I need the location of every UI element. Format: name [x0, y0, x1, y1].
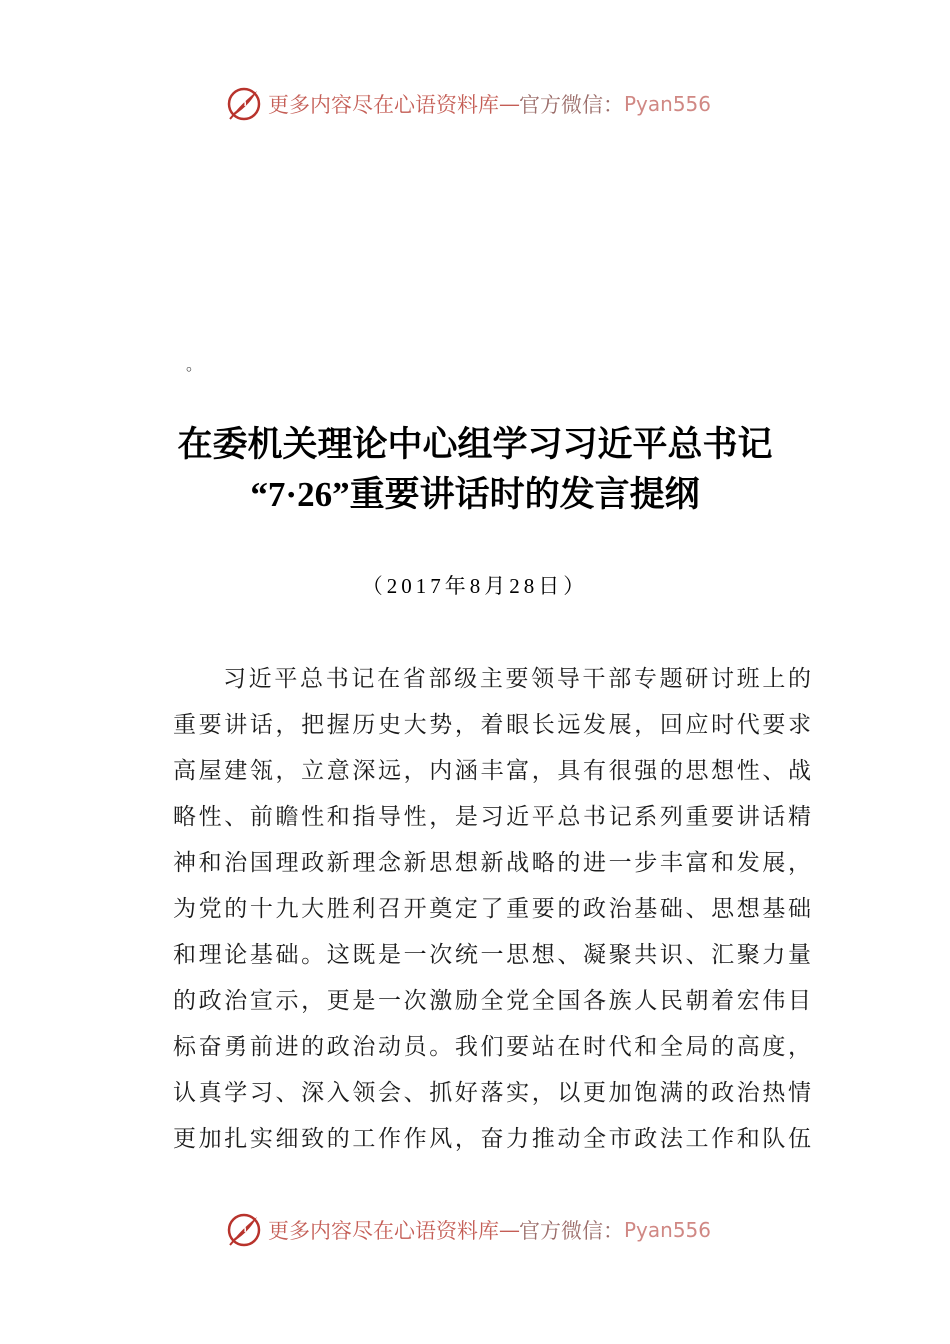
body-line: 更加扎实细致的工作作风，奋力推动全市政法工作和队伍 [173, 1126, 813, 1152]
quill-pen-logo-icon [226, 1212, 262, 1248]
body-line: 神和治国理政新理念新思想新战略的进一步丰富和发展， [173, 850, 813, 876]
watermark-official-label: 官方微信： [519, 1219, 624, 1243]
body-line: 习近平总书记在省部级主要领导干部专题研讨班上的 [223, 666, 813, 692]
document-title-line-2: “7·26”重要讲话时的发言提纲 [250, 475, 700, 514]
watermark-footer [226, 1210, 711, 1250]
document-date: （2017年8月28日） [361, 574, 589, 598]
body-line: 为党的十九大胜利召开奠定了重要的政治基础、思想基础 [173, 896, 813, 922]
body-line: 高屋建瓴，立意深远，内涵丰富，具有很强的思想性、战 [173, 758, 813, 784]
watermark-main-text: 更多内容尽在心语资料库 [268, 93, 499, 117]
watermark-dash: — [499, 92, 519, 116]
document-title-line-1: 在委机关理论中心组学习习近平总书记 [177, 425, 773, 464]
watermark-header [226, 84, 711, 124]
body-line: 认真学习、深入领会、抓好落实，以更加饱满的政治热情 [173, 1080, 813, 1106]
watermark-wechat-id: Pyan556 [624, 1218, 712, 1242]
document-body [173, 656, 813, 1162]
watermark-wechat-id: Pyan556 [624, 92, 712, 116]
body-line: 略性、前瞻性和指导性，是习近平总书记系列重要讲话精 [173, 804, 813, 830]
body-line: 标奋勇前进的政治动员。我们要站在时代和全局的高度， [173, 1034, 813, 1060]
watermark-official-label: 官方微信： [519, 93, 624, 117]
quill-pen-logo-icon [226, 86, 262, 122]
watermark-main-text: 更多内容尽在心语资料库 [268, 1219, 499, 1243]
body-line: 和理论基础。这既是一次统一思想、凝聚共识、汇聚力量 [173, 942, 813, 968]
period-marker: 。 [186, 355, 203, 374]
watermark-dash: — [499, 1218, 519, 1242]
body-line: 重要讲话，把握历史大势，着眼长远发展，回应时代要求 [173, 712, 813, 738]
body-line: 的政治宣示，更是一次激励全党全国各族人民朝着宏伟目 [173, 988, 813, 1014]
